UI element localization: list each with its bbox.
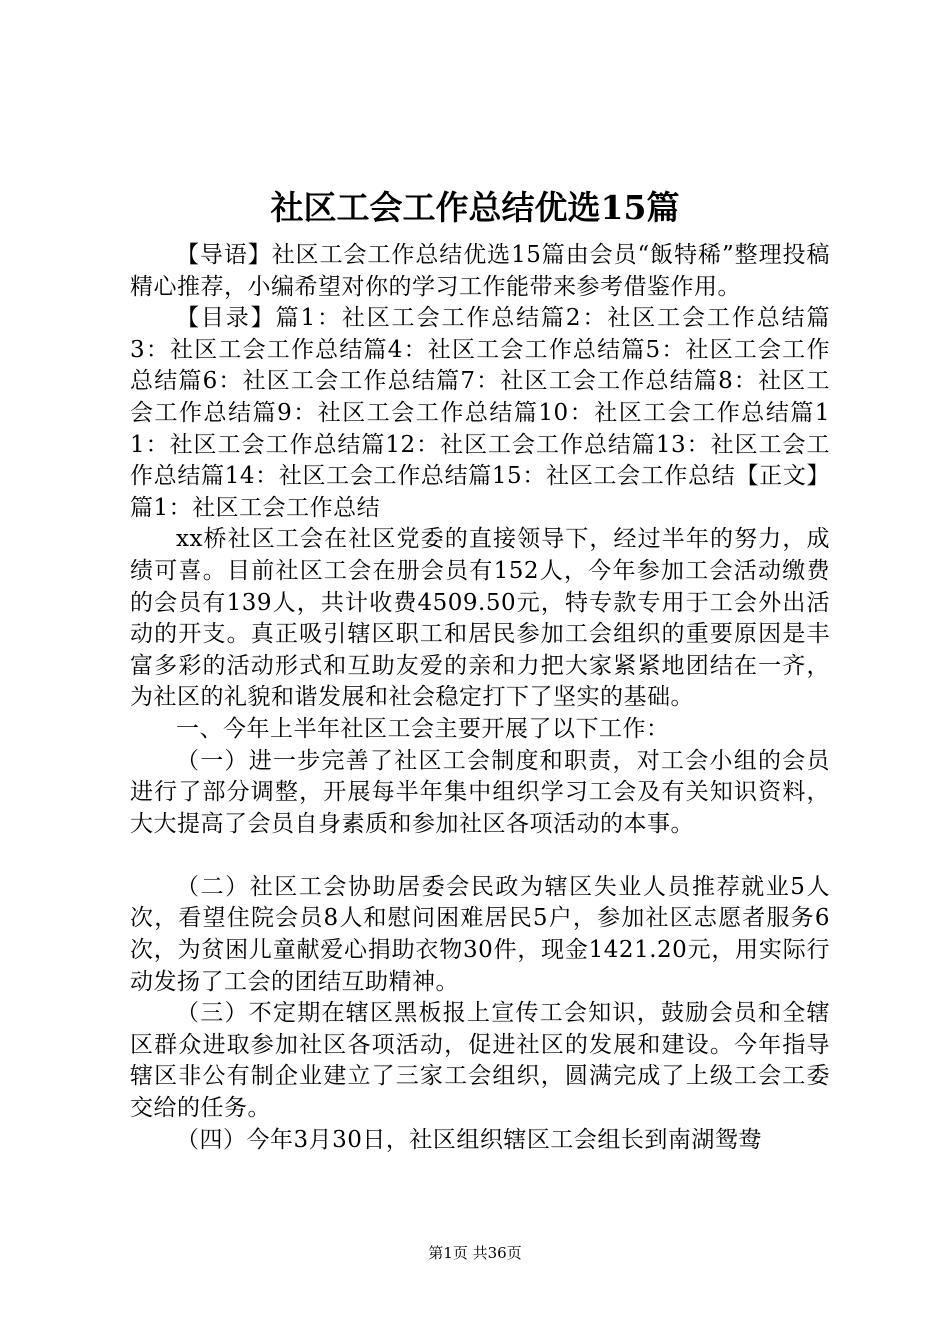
- intro-paragraph: 【导语】社区工会工作总结优选15篇由会员“飯特稀”整理投稿精心推荐，小编希望对你的学习工作能带来参考借鉴作用。: [130, 242, 830, 300]
- body-paragraph: （三）不定期在辖区黑板报上宣传工会知识，鼓励会员和全辖区群众进取参加社区各项活动，促进社区的发展和建设。今年指导辖区非公有制企业建立了三家工会组织，圆满完成了上级工会工委交给的任务。: [130, 1000, 830, 1122]
- document-body: [130, 240, 830, 1156]
- toc-paragraph: 【目录】篇1：社区工会工作总结篇2：社区工会工作总结篇3：社区工会工作总结篇4：社区工会工作总结篇5：社区工会工作总结篇6：社区工会工作总结篇7：社区工会工作总结篇8：社区工会工作总结篇9：社区工会工作总结篇10：社区工会工作总结篇11：社区工会工作总结篇12：社区工会工作总结篇13：社区工会工作总结篇14：社区工会工作总结篇15：社区工会工作总结【正文】篇1：社区工会工作总结: [130, 305, 830, 521]
- body-paragraph: （四）今年3月30日，社区组织辖区工会组长到南湖鸳鸯: [176, 1126, 762, 1153]
- body-paragraph: xx桥社区工会在社区党委的直接领导下，经过半年的努力，成绩可喜。目前社区工会在册会员有152人，今年参加工会活动缴费的会员有139人，共计收费4509.50元，特专款专用于工会外出活动的开支。真正吸引辖区职工和居民参加工会组织的重要原因是丰富多彩的活动形式和互助友爱的亲和力把大家紧紧地团结在一齐，为社区的礼貌和谐发展和社会稳定打下了坚实的基础。: [130, 526, 830, 711]
- page-footer: 第1页 共36页: [428, 1244, 522, 1262]
- body-paragraph: （二）社区工会协助居委会民政为辖区失业人员推荐就业5人次，看望住院会员8人和慰问困难居民5户，参加社区志愿者服务6次，为贫困儿童献爱心捐助衣物30件，现金1421.20元，用实际行动发扬了工会的团结互助精神。: [130, 873, 830, 995]
- section-heading: 一、今年上半年社区工会主要开展了以下工作：: [176, 715, 670, 742]
- body-paragraph: （一）进一步完善了社区工会制度和职责，对工会小组的会员进行了部分调整，开展每半年集中组织学习工会及有关知识资料，大大提高了会员自身素质和参加社区各项活动的本事。: [130, 747, 830, 837]
- document-title: 社区工会工作总结优选15篇: [270, 188, 680, 227]
